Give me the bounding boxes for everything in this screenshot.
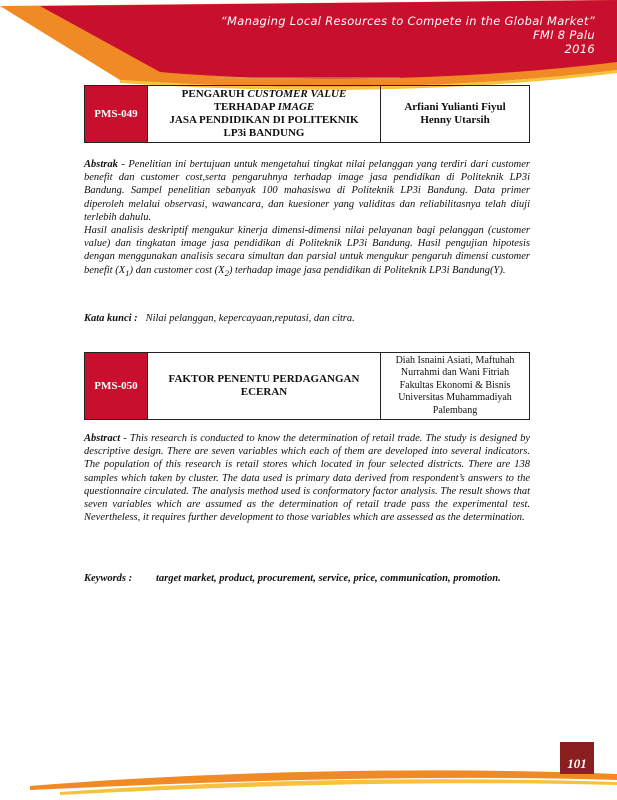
abstract-pms-049: Abstrak - Penelitian ini bertujuan untuk mengetahui tingkat nilai pelanggan yang terdiri dari customer benefit dan customer cost,serta pengaruhnya terhadap image jasa pendidikan di Politeknik LP3i Bandung. Sampel penelitian sebanyak 100 mahasiswa di Politeknik LP3i Bandung. Data primer diperoleh melalui observasi, wawancara, dan kuesioner yang validitas dan reliabilitasnya telah diuji terlebih dahulu. Hasil analisis deskriptif mengukur kinerja dimensi-dimensi nilai pelayanan bagi pelanggan (customer value) dan tingkatan image jasa pendidikan di Politeknik LP3i Bandung. Hasil pengujian hipotesis dengan menggunakan analisis secara simultan dan parsial untuk mengukur pengaruh dimensi customer benefit $(X_1)$ dan customer cost $(X_2)$ terhadap image jasa pendidikan di Politeknik LP3i Bandung(Y). bbox=[84, 159, 530, 278]
conference-forum: FMI 8 Palu bbox=[532, 28, 595, 42]
paper-title: FAKTOR PENENTU PERDAGANGAN ECERAN bbox=[148, 353, 381, 420]
abstract-label: Abstract bbox=[84, 433, 121, 444]
abstract-pms-050 bbox=[84, 432, 530, 524]
abstract-paragraph: - Penelitian ini bertujuan untuk mengetahui tingkat nilai pelanggan yang terdiri dari customer benefit dan customer cost,serta pengaruhnya terhadap image jasa pendidikan di Politeknik LP3i Bandung. Sampel penelitian sebanyak 100 mahasiswa di Politeknik LP3i Bandung. Data primer diperoleh melalui observasi, wawancara, dan kuesioner yang validitas dan reliabilitasnya telah diuji terlebih dahulu. bbox=[84, 159, 530, 223]
abstract-paragraph: - This research is conducted to know the determination of retail trade. The study is designed by descriptive design. There are seven variables which each of them are developed into several indicators. The population of this research is retail stores which located in four selected districts. There are 138 samples which taken by cluster. The data used is primary data derived from respondent’s answers to the questionnaire circulated. The analysis method used is conformatory factor analysis. The result shows that seven variables which are assumed as the determination of retail trade pass the experimental test. Nevertheless, it requires further development to those variables which are assessed as the determination. bbox=[84, 433, 530, 524]
paper-title: PENGARUH CUSTOMER VALUE TERHADAP IMAGE JASA PENDIDIKAN DI POLITEKNIK LP3i BANDUNG bbox=[148, 86, 381, 143]
footer-swoosh bbox=[0, 756, 617, 800]
paper-authors: Diah Isnaini Asiati, Maftuhah Nurrahmi dan Wani Fitriah Fakultas Ekonomi & Bisnis Universitas Muhammadiyah Palembang bbox=[381, 353, 530, 420]
keywords-values: target market, product, procurement, service, price, communication, promotion. bbox=[156, 573, 501, 584]
keywords-label: Keywords : bbox=[84, 573, 133, 584]
paper-code: PMS-049 bbox=[85, 86, 148, 143]
abstract-label: Abstrak bbox=[84, 159, 118, 170]
page-number: 101 bbox=[560, 742, 594, 774]
keywords-pms-049 bbox=[84, 312, 530, 325]
keywords-label: Kata kunci : bbox=[84, 313, 138, 324]
conference-year: 2016 bbox=[564, 42, 595, 56]
paper-header-table-pms-050 bbox=[84, 352, 530, 420]
conference-title: “Managing Local Resources to Compete in the Global Market” bbox=[220, 14, 595, 28]
keywords-values: Nilai pelanggan, kepercayaan,reputasi, dan citra. bbox=[145, 313, 355, 324]
paper-authors: Arfiani Yulianti Fiyul Henny Utarsih bbox=[381, 86, 530, 143]
paper-code: PMS-050 bbox=[85, 353, 148, 420]
keywords-pms-050 bbox=[84, 572, 530, 585]
paper-header-table-pms-049 bbox=[84, 85, 530, 143]
